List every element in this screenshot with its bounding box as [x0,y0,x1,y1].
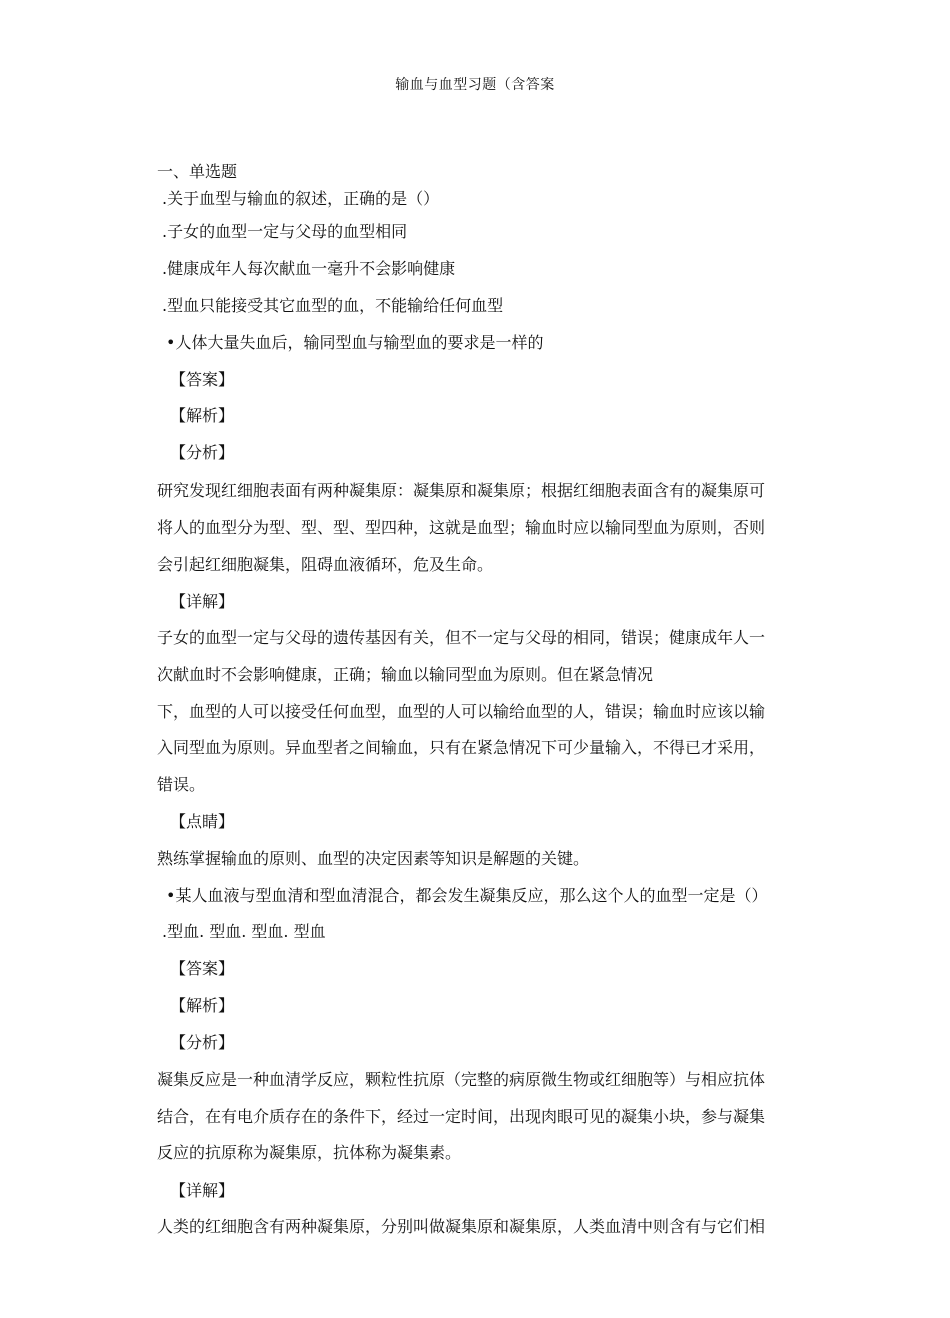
q2-fenxi-line: 凝集反应是一种血清学反应，颗粒性抗原（完整的病原微生物或红细胞等）与相应抗体 [157,1070,766,1089]
q1-dianjing-line: 熟练掌握输血的原则、血型的决定因素等知识是解题的关键。 [157,849,590,868]
q1-dianjing-label: 【点睛】 [170,812,235,831]
q1-xiangjie-line: 错误。 [157,775,206,794]
q1-xiangjie-line: 子女的血型一定与父母的遗传基因有关，但不一定与父母的相同，错误；健康成年人一 [157,628,766,647]
q2-analysis-label: 【解析】 [170,996,235,1015]
q1-option-c: .型血只能接受其它血型的血，不能输给任何血型 [162,296,504,315]
q2-stem: •某人血液与型血清和型血清混合，都会发生凝集反应，那么这个人的血型一定是（） [166,886,768,905]
q1-option-a: .子女的血型一定与父母的血型相同 [162,222,408,241]
q1-fenxi-label: 【分析】 [170,443,235,462]
q2-fenxi-line: 结合，在有电介质存在的条件下，经过一定时间，出现肉眼可见的凝集小块，参与凝集 [157,1107,766,1126]
q1-fenxi-line: 研究发现红细胞表面有两种凝集原：凝集原和凝集原；根据红细胞表面含有的凝集原可 [157,481,766,500]
q2-xiangjie-label: 【详解】 [170,1181,235,1200]
q1-xiangjie-line: 入同型血为原则。异血型者之间输血，只有在紧急情况下可少量输入，不得已才采用， [157,738,766,757]
q1-option-b: .健康成年人每次献血一毫升不会影响健康 [162,259,456,278]
q1-xiangjie-line: 次献血时不会影响健康，正确；输血以输同型血为原则。但在紧急情况 [157,665,654,684]
q2-xiangjie-line: 人类的红细胞含有两种凝集原，分别叫做凝集原和凝集原，人类血清中则含有与它们相 [157,1217,766,1236]
document-title: 输血与血型习题（含答案 [395,77,555,93]
q1-xiangjie-line: 下，血型的人可以接受任何血型，血型的人可以输给血型的人，错误；输血时应该以输 [157,702,766,721]
section-heading: 一、单选题 [157,162,238,181]
q2-answer-label: 【答案】 [170,959,235,978]
q1-analysis-label: 【解析】 [170,406,235,425]
q1-fenxi-line: 将人的血型分为型、型、型、型四种，这就是血型；输血时应以输同型血为原则，否则 [157,518,766,537]
q1-option-d: •人体大量失血后，输同型血与输型血的要求是一样的 [166,333,544,352]
q1-answer-label: 【答案】 [170,370,235,389]
q2-fenxi-line: 反应的抗原称为凝集原，抗体称为凝集素。 [157,1143,462,1162]
q1-stem: .关于血型与输血的叙述，正确的是（） [162,189,440,208]
q2-fenxi-label: 【分析】 [170,1033,235,1052]
q2-options: .型血. 型血. 型血. 型血 [162,922,326,941]
q1-xiangjie-label: 【详解】 [170,592,235,611]
q1-fenxi-line: 会引起红细胞凝集，阻碍血液循环，危及生命。 [157,555,494,574]
